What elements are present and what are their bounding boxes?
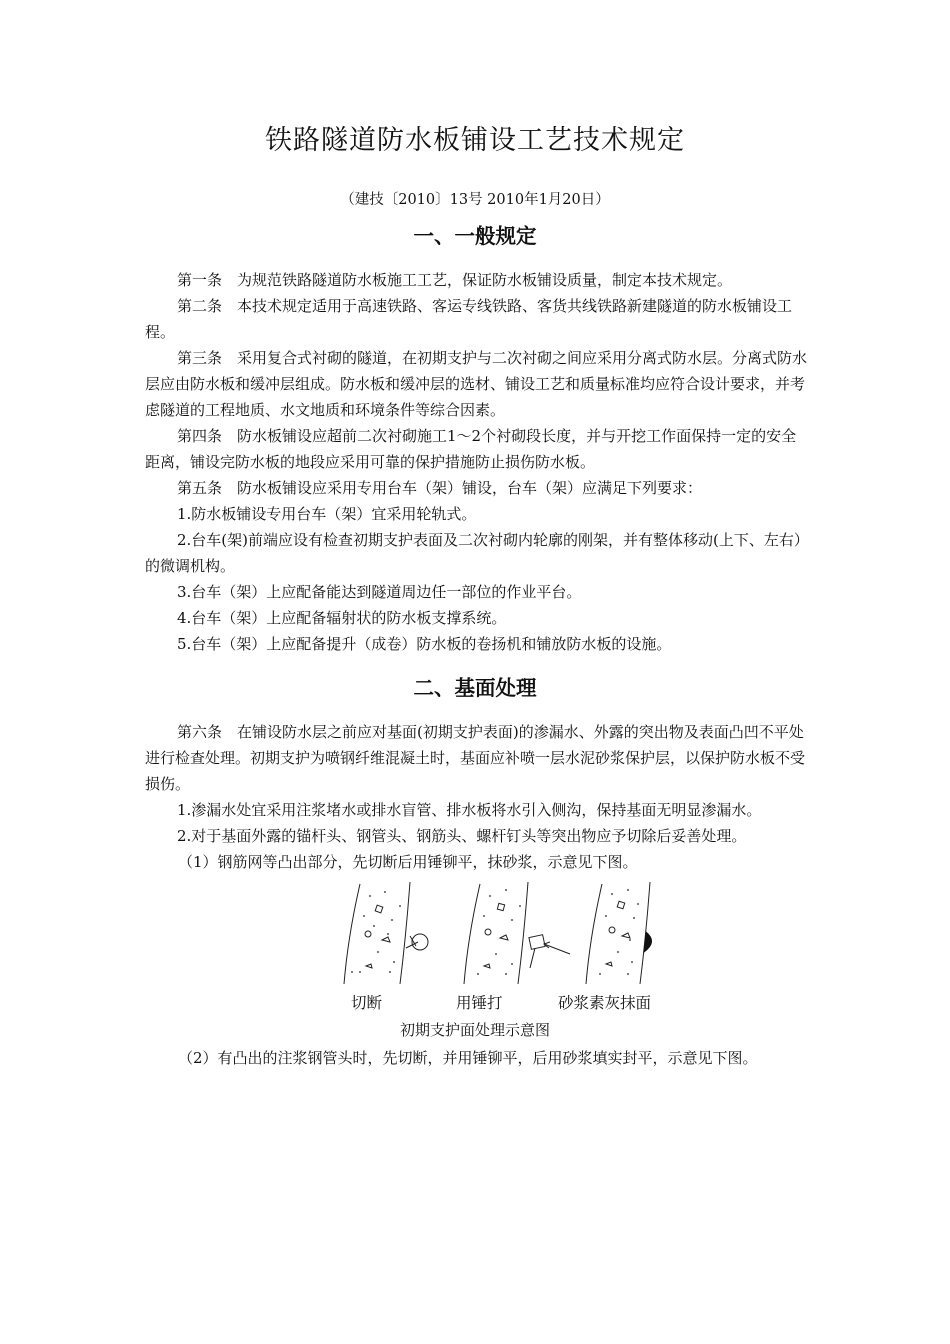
article-1: 第一条 为规范铁路隧道防水板施工工艺，保证防水板铺设质量，制定本技术规定。 (177, 271, 733, 289)
article-6: 第六条 在铺设防水层之前应对基面(初期支护表面)的渗漏水、外露的突出物及表面凸凹不平处进行检查处理。初期支护为喷钢纤维混凝土时，基面应补喷一层水泥砂浆保护层，以保护防水板不受损伤。 (145, 723, 806, 793)
document-subtitle: （建技〔2010〕13号 2010年1月20日） (340, 192, 610, 208)
figure-label-hammer: 用锤打 (456, 994, 503, 1012)
sub-item: （1）钢筋网等凸出部分，先切断后用锤铆平，抹砂浆，示意见下图。 (178, 853, 638, 871)
list-item: 3.台车（架）上应配备能达到隧道周边任一部位的作业平台。 (177, 583, 582, 601)
figure-panel-cut (344, 882, 428, 984)
section-heading-general: 一、一般规定 (413, 224, 537, 248)
page-title: 铁路隧道防水板铺设工艺技术规定 (265, 125, 685, 156)
surface-treatment-figure (330, 876, 670, 988)
figure-caption: 初期支护面处理示意图 (399, 1021, 550, 1039)
figure-panel-hammer (464, 882, 570, 984)
list-item: 1.渗漏水处宜采用注浆堵水或排水盲管、排水板将水引入侧沟，保持基面无明显渗漏水。 (177, 801, 762, 819)
article-3: 第三条 采用复合式衬砌的隧道，在初期支护与二次衬砌之间应采用分离式防水层。分离式防水层应由防水板和缓冲层组成。防水板和缓冲层的选材、铺设工艺和质量标准均应符合设计要求，并考虑隧道的工程地质、水文地质和环境条件等综合因素。 (145, 349, 808, 419)
list-item: 2.台车(架)前端应设有检查初期支护表面及二次衬砌内轮廓的刚架，并有整体移动(上下、左右）的微调机构。 (145, 531, 809, 575)
list-item: 1.防水板铺设专用台车（架）宜采用轮轨式。 (177, 505, 477, 523)
list-item: 4.台车（架）上应配备辐射状的防水板支撑系统。 (177, 609, 507, 627)
list-item: 5.台车（架）上应配备提升（成卷）防水板的卷扬机和铺放防水板的设施。 (177, 635, 672, 653)
figure-label-cut: 切断 (351, 994, 383, 1012)
section-heading-base-surface: 二、基面处理 (413, 676, 537, 700)
article-2: 第二条 本技术规定适用于高速铁路、客运专线铁路、客货共线铁路新建隧道的防水板铺设工程。 (145, 297, 793, 341)
list-item: 2.对于基面外露的锚杆头、钢管头、钢筋头、螺杆钉头等突出物应予切除后妥善处理。 (177, 827, 747, 845)
article-5: 第五条 防水板铺设应采用专用台车（架）铺设，台车（架）应满足下列要求： (177, 479, 703, 497)
figure-panel-mortar (586, 882, 650, 984)
figure-label-mortar: 砂浆素灰抹面 (558, 994, 652, 1012)
article-4: 第四条 防水板铺设应超前二次衬砌施工1～2个衬砌段长度，并与开挖工作面保持一定的安全距离，铺设完防水板的地段应采用可靠的保护措施防止损伤防水板。 (145, 427, 797, 471)
sub-item: （2）有凸出的注浆钢管头时，先切断，并用锤铆平，后用砂浆填实封平，示意见下图。 (178, 1049, 758, 1067)
